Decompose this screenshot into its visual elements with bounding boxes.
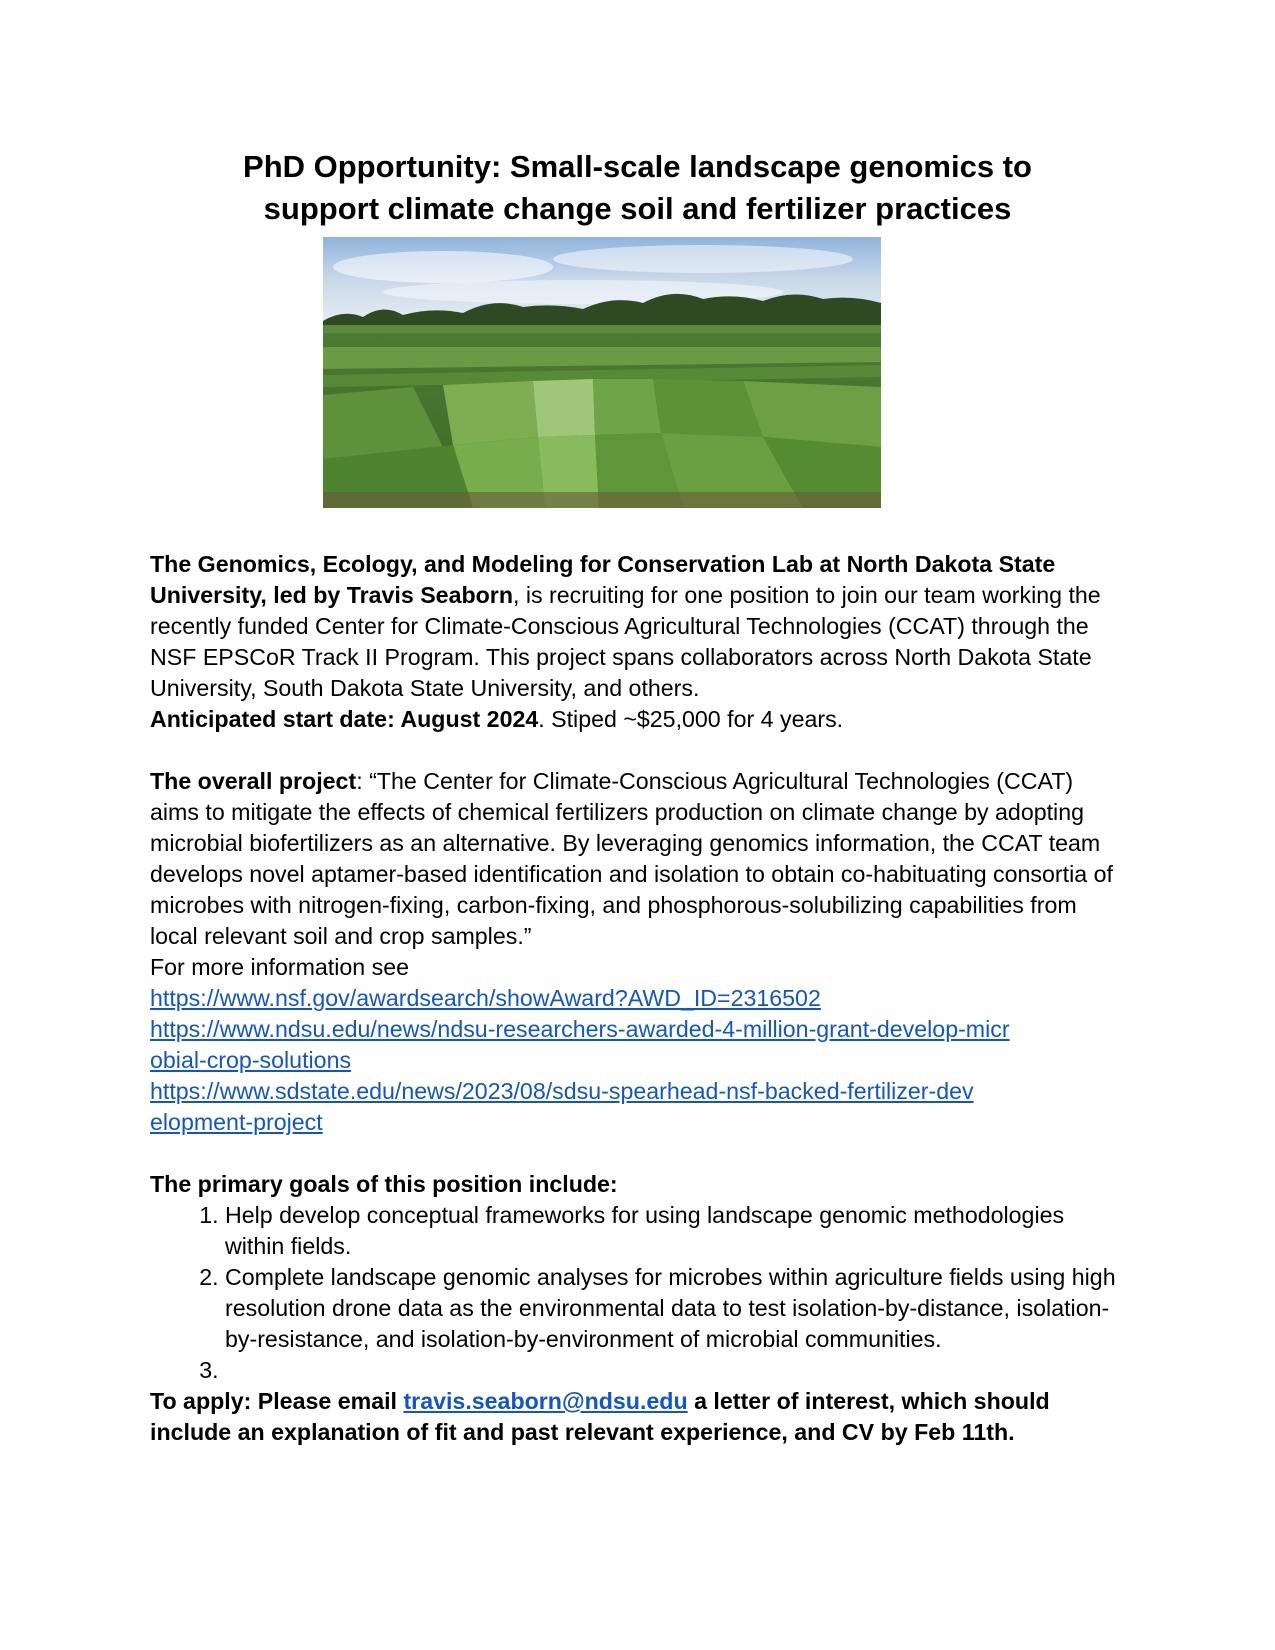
start-date: Anticipated start date: August 2024: [150, 706, 539, 732]
project-quote: “The Center for Climate-Conscious Agricultural Technologies (CCAT) aims to mitigate the effects of chemical fertilizers production on climate change by adopting microbial biofertilizers as an alternative. By leveraging genomics information, the CCAT team develops novel aptamer-based identification and isolation to obtain co-habituating consortia of microbes with nitrogen-fixing, carbon-fixing, and phosphorous-solubilizing capabilities from local relevant soil and crop samples.”: [150, 768, 1113, 949]
title-line-2: support climate change soil and fertilizer practices: [263, 191, 1012, 226]
stipend-text: . Stiped ~$25,000 for 4 years.: [538, 706, 844, 732]
ndsu-news-link[interactable]: https://www.ndsu.edu/news/ndsu-researchers-awarded-4-million-grant-develop-microbial-crop-solutions: [150, 1016, 1010, 1073]
project-paragraph: [150, 766, 1120, 952]
project-colon: :: [356, 768, 363, 794]
lab-name: The Genomics, Ecology, and Modeling for Conservation Lab at North Dakota State University, led by Travis Seaborn: [150, 551, 1056, 608]
goal-item: 2. Complete landscape genomic analyses for microbes within agriculture fields using high resolution drone data as the environmental data to test isolation-by-distance, isolation-by-resistance, and isolation-by-environment of microbial communities.: [225, 1262, 1120, 1355]
goals-heading-text: The primary goals of this position include:: [150, 1171, 618, 1197]
apply-email-link[interactable]: travis.seaborn@ndsu.edu: [403, 1388, 688, 1414]
title-line-1: PhD Opportunity: Small-scale landscape genomics to: [243, 149, 1032, 184]
goals-heading: [150, 1169, 1120, 1200]
project-label: The overall project: [150, 768, 357, 794]
document-body: [150, 549, 1120, 1448]
goals-list: [150, 1200, 1120, 1386]
sdstate-news-link[interactable]: https://www.sdstate.edu/news/2023/08/sdsu-spearhead-nsf-backed-fertilizer-development-project: [150, 1078, 974, 1135]
intro-paragraph: [150, 549, 1120, 735]
crop-field-plots-photo: [323, 237, 881, 508]
apply-suffix: a letter of interest, which should include an explanation of fit and past relevant experience, and CV by Feb 11th.: [150, 1388, 1050, 1445]
apply-paragraph: [150, 1386, 1120, 1448]
nsf-award-link[interactable]: https://www.nsf.gov/awardsearch/showAward?AWD_ID=2316502: [150, 985, 821, 1011]
goal-item: 1. Help develop conceptual frameworks for using landscape genomic methodologies within fields.: [225, 1200, 1120, 1262]
page-title: [150, 146, 1125, 230]
goal-item: [225, 1355, 1120, 1386]
more-info-text: For more information see: [150, 954, 410, 980]
intro-text: , is recruiting for one position to join our team working the recently funded Center for Climate-Conscious Agricultural Technologies (CCAT) through the NSF EPSCoR Track II Program. This project spans collaborators across North Dakota State University, South Dakota State University, and others.: [150, 582, 1101, 701]
apply-prefix: To apply: Please email: [150, 1388, 404, 1414]
